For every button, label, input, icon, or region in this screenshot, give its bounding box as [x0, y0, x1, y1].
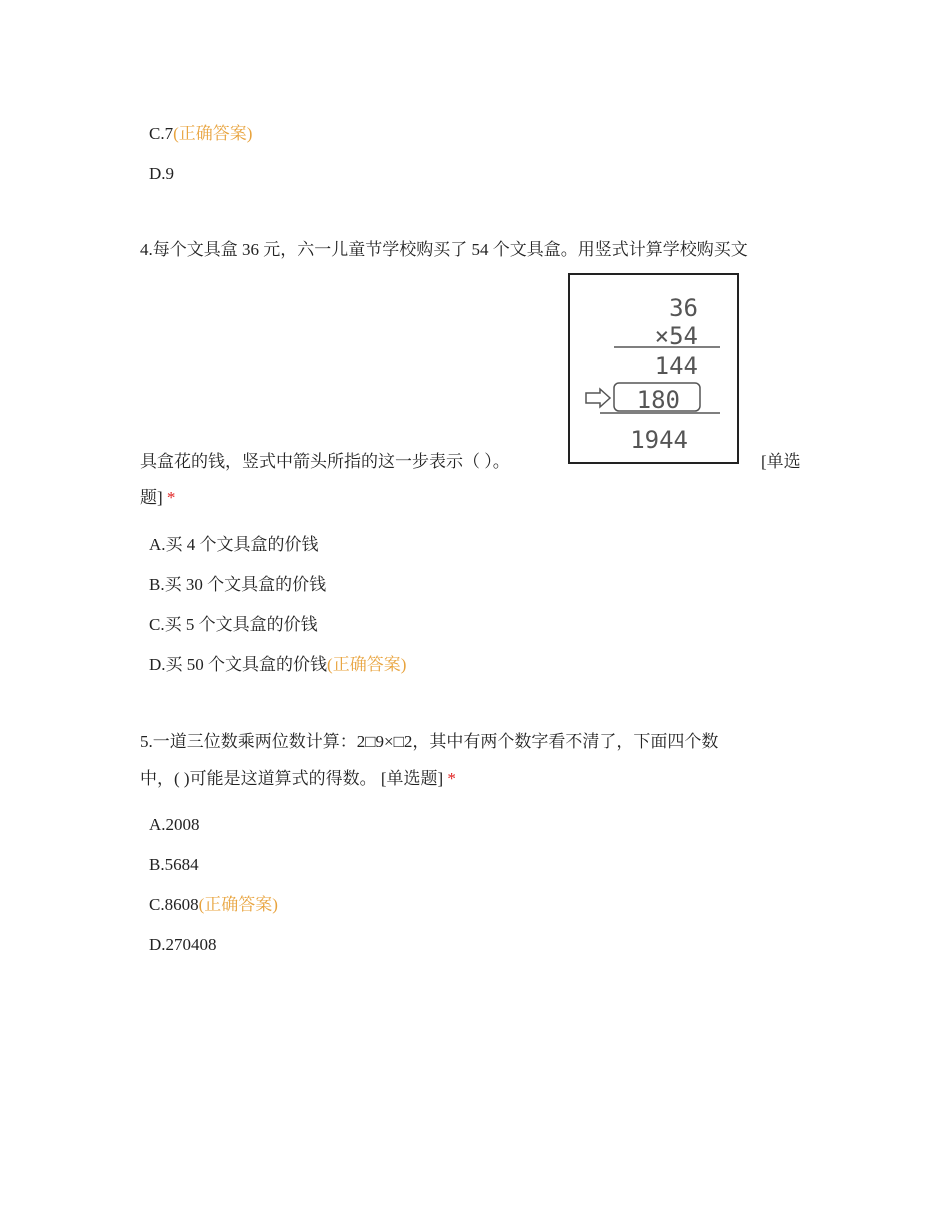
- calc-multiplier: ×54: [654, 322, 698, 350]
- option-label: B.买 30 个文具盒的价钱: [149, 575, 327, 594]
- q3-option-d[interactable]: [149, 163, 174, 185]
- q4-option-a[interactable]: [149, 534, 319, 556]
- q3-option-c[interactable]: [149, 123, 252, 145]
- q4-type-tag-end: 题]: [140, 488, 163, 507]
- q4-title-line1: 4.每个文具盒 36 元，六一儿童节学校购买了 54 个文具盒。用竖式计算学校购买文: [140, 240, 748, 259]
- correct-answer-tag: (正确答案): [327, 655, 407, 674]
- q4-option-d[interactable]: [149, 654, 406, 676]
- calc-partial-1: 144: [654, 352, 698, 380]
- q5-option-a[interactable]: [149, 814, 200, 836]
- q5-option-b[interactable]: [149, 854, 199, 876]
- calc-multiplicand: 36: [669, 294, 698, 322]
- required-mark: *: [447, 769, 456, 788]
- q4-option-b[interactable]: [149, 574, 326, 596]
- calc-result: 1944: [630, 426, 688, 454]
- vertical-calc-svg: [570, 275, 741, 466]
- option-label: B.5684: [149, 855, 199, 874]
- correct-answer-tag: (正确答案): [198, 895, 278, 914]
- q5-title-line1: 5.一道三位数乘两位数计算：2□9×□2，其中有两个数字看不清了，下面四个数: [140, 732, 719, 751]
- q4-option-c[interactable]: [149, 614, 318, 636]
- required-mark: *: [166, 488, 176, 507]
- calc-partial-2: 180: [636, 386, 680, 414]
- q4-type-tag-start: [单选: [761, 452, 801, 471]
- q5-option-d[interactable]: [149, 934, 217, 956]
- correct-answer-tag: (正确答案): [173, 124, 253, 143]
- q5-title-line2: 中，( )可能是这道算式的得数。 [单选题]: [140, 769, 444, 788]
- q5-option-c[interactable]: [149, 894, 278, 916]
- option-label: C.8608: [149, 895, 199, 914]
- q4-type-tag-line: [140, 486, 175, 510]
- arrow-right-icon: [586, 389, 610, 407]
- option-label: C.7: [149, 124, 174, 143]
- option-label: A.2008: [149, 815, 200, 834]
- q5-title-line2-wrap: [140, 767, 456, 791]
- q4-vertical-calc-figure: [568, 273, 739, 464]
- option-label: D.9: [149, 164, 175, 183]
- option-label: D.买 50 个文具盒的价钱: [149, 655, 328, 674]
- option-label: D.270408: [149, 935, 217, 954]
- q4-title-line2: 具盒花的钱，竖式中箭头所指的这一步表示（ ）。: [140, 452, 510, 471]
- option-label: A.买 4 个文具盒的价钱: [149, 535, 319, 554]
- option-label: C.买 5 个文具盒的价钱: [149, 615, 318, 634]
